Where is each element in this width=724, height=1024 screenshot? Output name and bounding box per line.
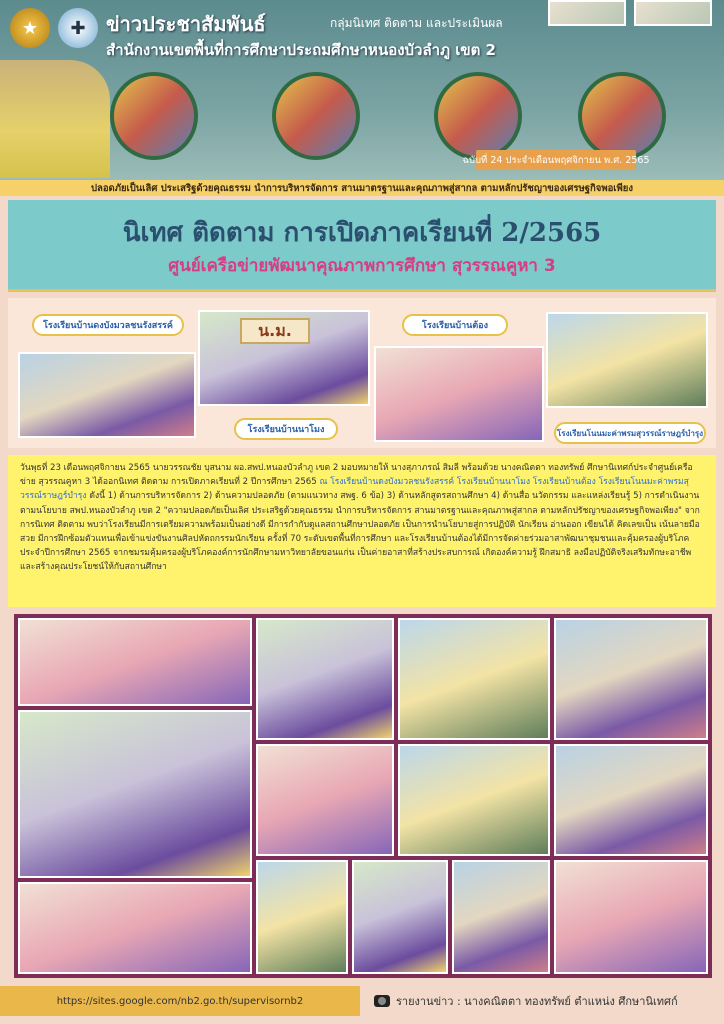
obec-logo-icon: ★	[10, 8, 50, 48]
news-paragraph: ดังนี้ 1) ด้านการบริหารจัดการ 2) ด้านความปลอดภัย (ตามแนวทาง สพฐ. 6 ข้อ) 3) ด้านหลักสูตรสถานศึกษา 4) ด้านสื่อ นวัตกรรม และแหล่งเรียนรู้ 5) การดำเนินงานตามนโยบาย สพป.หนองบัวลำภู เขต 2 "ความปลอดภัยเป็นเลิศ ประเสริฐด้วยคุณธรรม นำการบริหารจัดการ สานมาตรฐานและคุณภาพสู่สากล ตามหลักปรัชญาของเศรษฐกิจพอเพียง" จากการนิเทศ ติดตาม พบว่าโรงเรียนมีการเตรียมความพร้อมเป็นอย่างดี มีการกำกับดูแลสถานศึกษาปลอดภัย เป็นการนำนโยบายสู่การปฏิบัติ นักเรียน อ่านออก เขียนได้ คิดเลขเป็น เน้นลายมือสวย มีการฝึกซ้อมตัวแทนเพื่อเข้าแข่งขันงานศิลปหัตถกรรมนักเรียน ครั้งที่ 70 ระดับเขตพื้นที่การศึกษา และโรงเรียนบ้านต้องได้มีการจัดค่ายร่วมอาสาพัฒนาชุมชนและคุ้มครองผู้บริโภค ประจำปีการศึกษา 2565 จากชมรมคุ้มครองผู้บริโภคองค์การนักศึกษามหาวิทยาลัยขอนแก่น เป็นค่ายอาสาที่สร้างประสบการณ์ เกิดองค์ความรู้ ฝึกสมาธิ ลงมือปฏิบัติจริงเสริมทักษะอาชีพและสร้างคุณประโยชน์ให้กับสถานศึกษา	[20, 491, 700, 573]
website-link[interactable]: https://sites.google.com/nb2.go.th/supervisornb2	[0, 986, 360, 1016]
header-photo	[548, 0, 626, 26]
header	[0, 0, 724, 180]
gallery-photo	[352, 860, 448, 974]
office-logo-icon: ✚	[58, 8, 98, 48]
school-sign: น.ม.	[240, 318, 310, 344]
reporter-text: รายงานข่าว : นางคณิตตา ทองทรัพย์ ตำแหน่ง ศึกษานิเทศก์	[396, 995, 678, 1008]
gallery-photo	[256, 744, 394, 856]
footer	[0, 984, 724, 1024]
gallery-photo	[398, 744, 550, 856]
school-label: โรงเรียนบ้านดงบังมวลชนรังสรรค์	[32, 314, 184, 336]
header-activity-photo	[110, 72, 198, 160]
gallery-photo	[256, 618, 394, 740]
header-activity-photo	[434, 72, 522, 160]
header-activity-photo	[578, 72, 666, 160]
school-photo	[198, 310, 370, 406]
reporter-credit	[374, 992, 678, 1010]
headline-title: นิเทศ ติดตาม การเปิดภาคเรียนที่ 2/2565	[122, 218, 602, 248]
newsletter-title: ข่าวประชาสัมพันธ์	[106, 12, 266, 36]
gallery-photo	[554, 618, 708, 740]
news-paragraph: วันพุธที่ 23 เดือนพฤศจิกายน 2565 นายวรรณชัย บุสนาม ผอ.สพป.หนองบัวลำภู เขต 2 มอบหมายให้ นางสุภาภรณ์ สิมลี พร้อมด้วย นางคณิตตา ทองทรัพย์ ศึกษานิเทศก์ประจำศูนย์เครือข่าย สุวรรณคูหา 3 ได้ออกนิเทศ ติดตาม การเปิดภาคเรียนที่ 2 ปีการศึกษา 2565	[20, 463, 693, 488]
gallery-photo	[398, 618, 550, 740]
gallery-photo	[256, 860, 348, 974]
photo-gallery	[14, 614, 712, 978]
news-schools-inline: ณ โรงเรียนบ้านดงบังมวลชนรังสรรค์ โรงเรียนบ้านนาโมง โรงเรียนบ้านต้อง โรงเรียนโนนมะค่าพรมสุวรรณ์ราษฎร์บำรุง	[20, 477, 689, 502]
camera-icon	[374, 995, 390, 1007]
news-body	[8, 455, 716, 607]
headline-banner	[8, 200, 716, 292]
group-name: กลุ่มนิเทศ ติดตาม และประเมินผล	[330, 16, 503, 30]
header-activity-photo	[272, 72, 360, 160]
gallery-photo	[18, 618, 252, 706]
gallery-photo	[18, 882, 252, 974]
school-photo	[374, 346, 544, 442]
gallery-photo	[554, 860, 708, 974]
gallery-photo	[18, 710, 252, 878]
gallery-photo	[554, 744, 708, 856]
school-photo	[18, 352, 196, 438]
director-photo	[0, 60, 110, 178]
headline-subtitle: ศูนย์เครือข่ายพัฒนาคุณภาพการศึกษา สุวรรณคูหา 3	[168, 256, 556, 276]
school-photo	[546, 312, 708, 408]
gallery-photo	[452, 860, 550, 974]
office-name: สำนักงานเขตพื้นที่การศึกษาประถมศึกษาหนองบัวลำภู เขต 2	[106, 41, 496, 59]
schools-section	[8, 298, 716, 448]
school-label: โรงเรียนบ้านต้อง	[402, 314, 508, 336]
header-photo	[634, 0, 712, 26]
policy-motto: ปลอดภัยเป็นเลิศ ประเสริฐด้วยคุณธรรม นำการบริหารจัดการ สานมาตรฐานและคุณภาพสู่สากล ตามหลักปรัชญาของเศรษฐกิจพอเพียง	[0, 180, 724, 196]
issue-badge: ฉบับที่ 24 ประจำเดือนพฤศจิกายน พ.ศ. 2565	[476, 150, 636, 170]
school-label: โรงเรียนบ้านนาโมง	[234, 418, 338, 440]
school-label: โรงเรียนโนนมะค่าพรมสุวรรณ์ราษฎร์บำรุง	[554, 422, 706, 444]
